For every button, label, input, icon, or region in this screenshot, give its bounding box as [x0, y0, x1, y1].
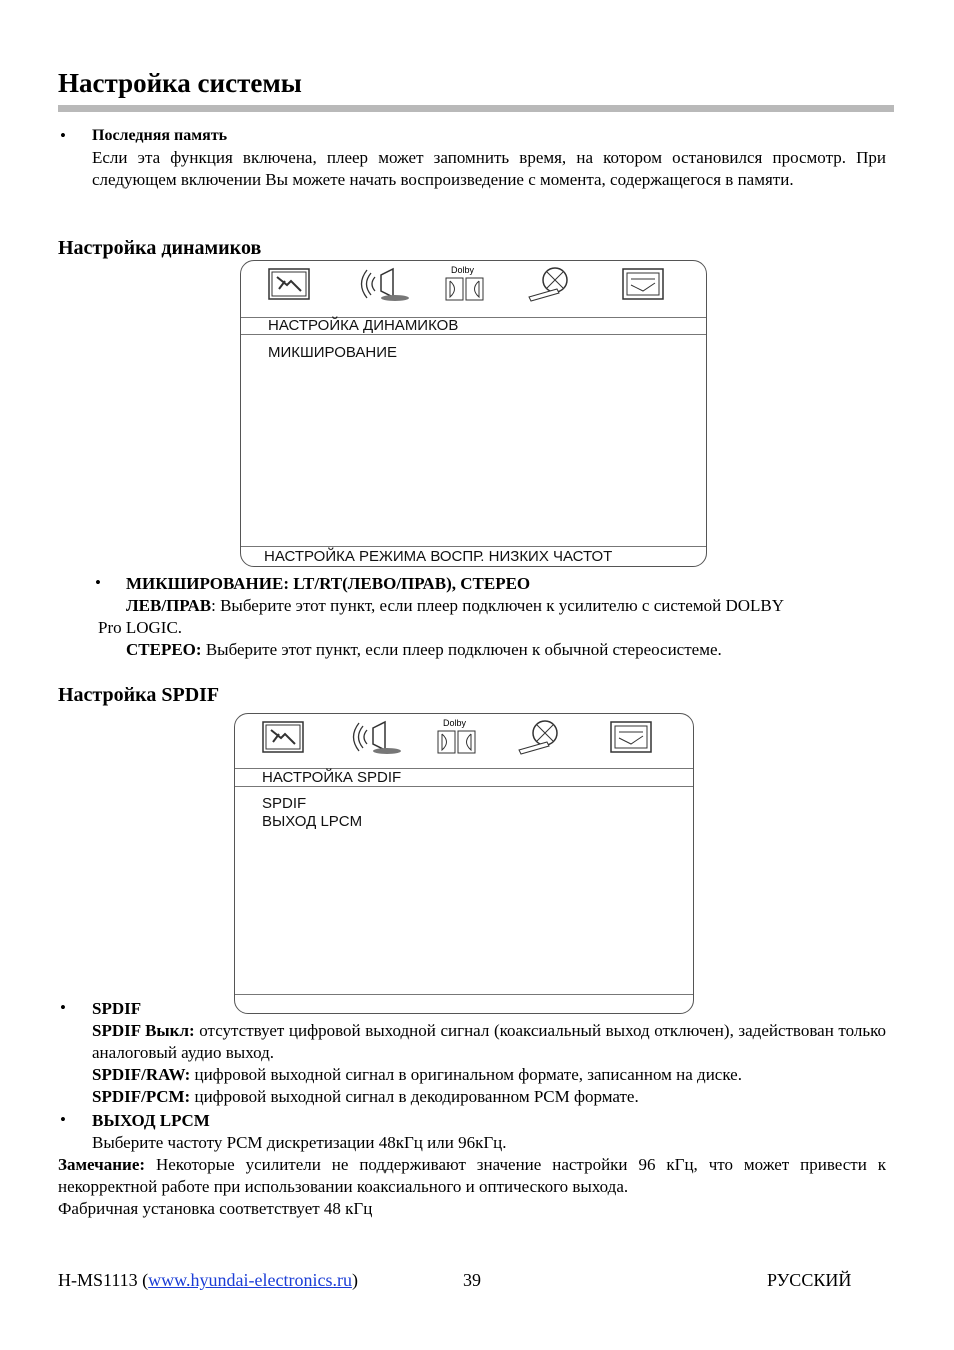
- spdif-off-label: SPDIF Выкл:: [92, 1021, 195, 1040]
- downmix-bullet-title: МИКШИРОВАНИЕ: LT/RT(ЛЕВО/ПРАВ), СТЕРЕО: [126, 574, 531, 593]
- osd-header: НАСТРОЙКА SPDIF: [262, 769, 402, 786]
- osd-item-downmix: МИКШИРОВАНИЕ: [268, 344, 398, 361]
- bullet-dot: •: [60, 126, 66, 145]
- lr-text-cont: Pro LOGIC.: [98, 618, 183, 637]
- osd-divider-header: [241, 334, 706, 335]
- last-memory-text: Если эта функция включена, плеер может запомнить время, на котором остановился просмотр. При следующем включении Вы можете начать воспроизведение с момента, содержащегося в памяти.: [92, 148, 886, 189]
- video-setup-icon: [517, 718, 563, 756]
- general-setup-icon: [267, 267, 313, 301]
- factory-default-text: Фабричная установка соответствует 48 кГц: [58, 1199, 373, 1218]
- footer-model-end: ): [351, 1270, 358, 1290]
- video-setup-icon: [527, 265, 573, 303]
- page-title: Настройка системы: [58, 68, 302, 98]
- stereo-text: Выберите этот пункт, если плеер подключен к обычной стереосистеме.: [201, 640, 722, 659]
- spdif-bullet-title: SPDIF: [92, 999, 142, 1018]
- bullet-dot: •: [60, 1110, 66, 1129]
- osd-icon-bar: [241, 261, 706, 317]
- osd-divider-footer: [241, 546, 706, 547]
- footer-website-link[interactable]: www.hyundai-electronics.ru: [148, 1270, 352, 1290]
- spdif-off-text: отсутствует цифровой выходной сигнал (коаксиальный выход отключен), задействован только аналоговый аудио выход.: [92, 1021, 886, 1062]
- footer-language: РУССКИЙ: [767, 1270, 852, 1290]
- speaker-osd-screen: [240, 260, 707, 567]
- spdif-off-description: [92, 1020, 886, 1064]
- osd-header: НАСТРОЙКА ДИНАМИКОВ: [268, 317, 459, 334]
- preference-icon: [609, 720, 655, 754]
- lpcm-bullet-title: ВЫХОД LPCM: [92, 1111, 210, 1130]
- lr-label: ЛЕВ/ПРАВ: [126, 596, 212, 615]
- speaker-icon: [359, 265, 413, 303]
- osd-item-spdif: SPDIF: [262, 795, 307, 812]
- osd-footer-help: НАСТРОЙКА РЕЖИМА ВОСПР. НИЗКИХ ЧАСТОТ: [264, 548, 613, 565]
- speaker-setup-heading: Настройка динамиков: [58, 237, 262, 259]
- osd-divider-footer: [235, 994, 693, 995]
- bullet-dot: •: [60, 998, 66, 1017]
- bullet-title-last-memory: Последняя память: [92, 127, 228, 144]
- footer-model: [58, 1270, 358, 1291]
- dolby-icon: [445, 277, 485, 301]
- spdif-pcm-label: SPDIF/PCM:: [92, 1087, 191, 1106]
- spdif-pcm-text: цифровой выходной сигнал в декодированном PCM формате.: [190, 1087, 639, 1106]
- dolby-label: Dolby: [451, 265, 475, 275]
- preference-icon: [621, 267, 667, 301]
- lr-description: [126, 595, 886, 617]
- title-divider: [58, 105, 894, 112]
- stereo-label: СТЕРЕО:: [126, 640, 202, 659]
- spdif-raw-description: [92, 1064, 742, 1086]
- note-text: Некоторые усилители не поддерживают значение настройки 96 кГц, что может привести к некорректной работе при использовании коаксиального и оптического выхода.: [58, 1155, 886, 1196]
- spdif-raw-text: цифровой выходной сигнал в оригинальном формате, записанном на диске.: [190, 1065, 742, 1084]
- osd-icon-bar: [235, 714, 693, 770]
- osd-item-lpcm: ВЫХОД LPCM: [262, 813, 363, 830]
- dolby-label: Dolby: [443, 718, 467, 728]
- general-setup-icon: [261, 720, 307, 754]
- note-label: Замечание:: [58, 1155, 146, 1174]
- note-paragraph: [58, 1154, 886, 1198]
- page-number: 39: [463, 1270, 481, 1290]
- dolby-icon: [437, 730, 477, 754]
- footer-model-text: H-MS1113 (: [58, 1270, 149, 1290]
- lpcm-text: Выберите частоту PCM дискретизации 48кГц или 96кГц.: [92, 1133, 507, 1152]
- spdif-pcm-description: [92, 1086, 639, 1108]
- stereo-description: [126, 639, 722, 661]
- lr-text: : Выберите этот пункт, если плеер подключен к усилителю с системой DOLBY: [211, 596, 785, 615]
- osd-divider-header: [235, 786, 693, 787]
- spdif-raw-label: SPDIF/RAW:: [92, 1065, 191, 1084]
- bullet-dot: •: [95, 573, 101, 592]
- speaker-icon: [351, 718, 405, 756]
- spdif-osd-screen: [234, 713, 694, 1014]
- spdif-setup-heading: Настройка SPDIF: [58, 684, 220, 706]
